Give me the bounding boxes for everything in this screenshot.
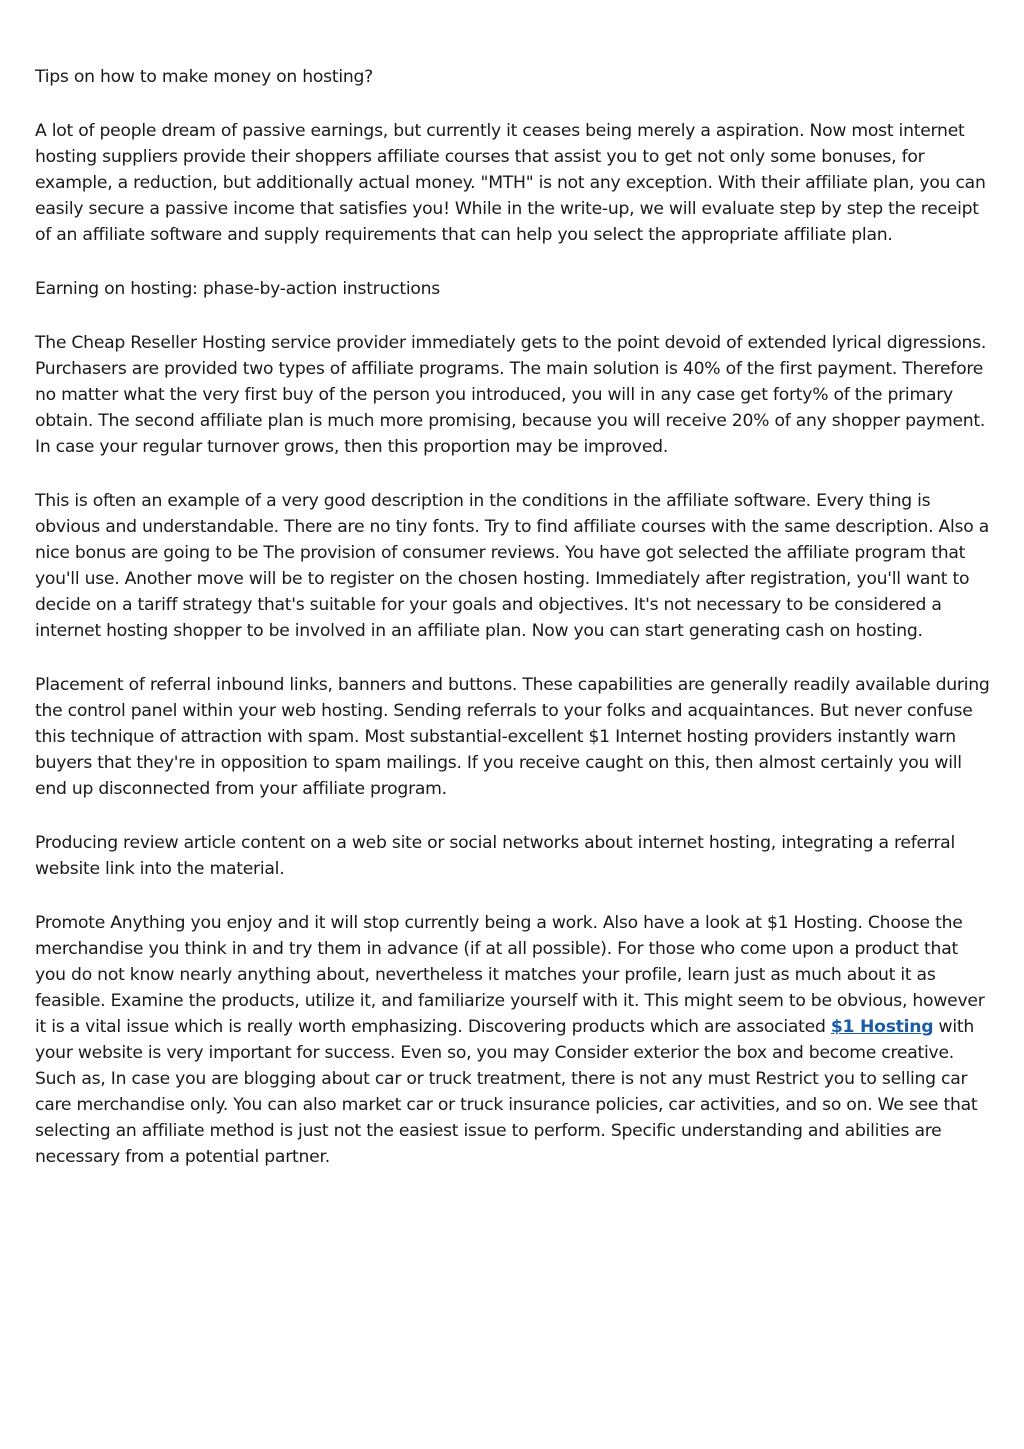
paragraph-description-example: This is often an example of a very good description in the conditions in the affiliate software. Every thing is obvious and understandable. There are no tiny fonts. Try to find affiliate courses with the same description. Also a nice bonus are going to be The provision of consumer reviews. You have got selected the affiliate program that you'll use. Another move will be to register on the chosen hosting. Immediately after registration, you'll want to decide on a tariff strategy that's suitable for your goals and objectives. It's not necessary to be considered a internet hosting shopper to be involved in an affiliate plan. Now you can start generating cash on hosting.	[35, 491, 990, 641]
paragraph-promote-text-before-link: Promote Anything you enjoy and it will stop currently being a work. Also have a look at $1 Hosting. Choose the merchandise you think in and try them in advance (if at all possible). For those who come upon a product that you do not know nearly anything about, nevertheless it matches your profile, learn just as much about it as feasible. Examine the products, utilize it, and familiarize yourself with it. This might seem to be obvious, however it is a vital issue which is really worth emphasizing. Discovering products which are associated	[35, 913, 985, 1037]
paragraph-affiliate-types: The Cheap Reseller Hosting service provider immediately gets to the point devoid of extended lyrical digressions. Purchasers are provided two types of affiliate programs. The main solution is 40% of the first payment. Therefore no matter what the very first buy of the person you introduced, you will in any case get forty% of the primary obtain. The second affiliate plan is much more promising, because you will receive 20% of any shopper payment. In case your regular turnover grows, then this proportion may be improved.	[35, 333, 987, 457]
hosting-link[interactable]: $1 Hosting	[830, 1017, 934, 1037]
paragraph-referral-placement: Placement of referral inbound links, banners and buttons. These capabilities are generally readily available during the control panel within your web hosting. Sending referrals to your folks and acquaintances. But never confuse this technique of attraction with spam. Most substantial-excellent $1 Internet hosting providers instantly warn buyers that they're in opposition to spam mailings. If you receive caught on this, then almost certainly you will end up disconnected from your affiliate program.	[35, 675, 990, 799]
paragraph-intro: A lot of people dream of passive earnings, but currently it ceases being merely a aspiration. Now most internet hosting suppliers provide their shoppers affiliate courses that assist you to get not only some bonuses, for example, a reduction, but additionally actual money. "MTH" is not any exception. With their affiliate plan, you can easily secure a passive income that satisfies you! While in the write-up, we will evaluate step by step the receipt of an affiliate software and supply requirements that can help you select the appropriate affiliate plan.	[35, 121, 986, 245]
paragraph-promote	[35, 910, 993, 1170]
paragraph-review-content: Producing review article content on a web site or social networks about internet hosting, integrating a referral website link into the material.	[35, 833, 955, 879]
document-body	[35, 64, 993, 1198]
paragraph-promote-text-after-link: with your website is very important for success. Even so, you may Consider exterior the box and become creative. Such as, In case you are blogging about car or truck treatment, there is not any must Restrict you to selling car care merchandise only. You can also market car or truck insurance policies, car activities, and so on. We see that selecting an affiliate method is just not the easiest issue to perform. Specific understanding and abilities are necessary from a potential partner.	[35, 1017, 978, 1167]
section-heading: Earning on hosting: phase-by-action instructions	[35, 279, 440, 299]
document-title: Tips on how to make money on hosting?	[35, 67, 374, 87]
